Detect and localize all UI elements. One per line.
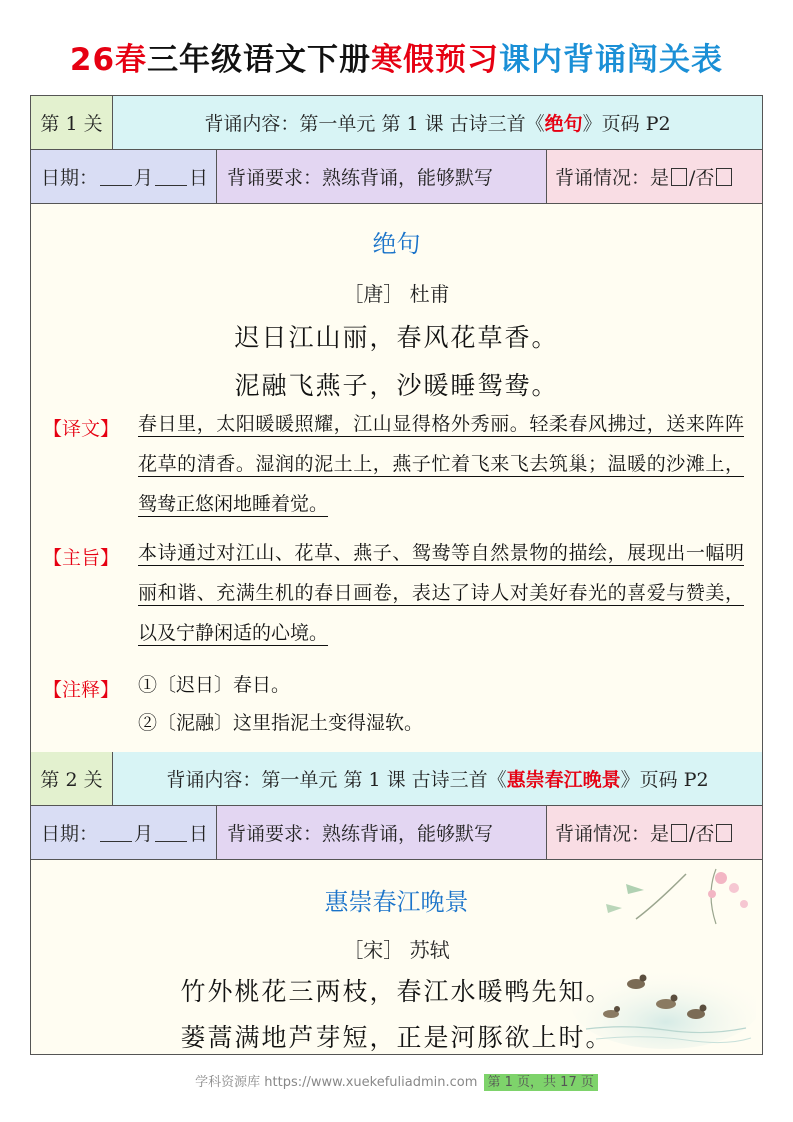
level-2-date: [31, 806, 217, 859]
day-blank[interactable]: [155, 167, 187, 186]
status-label: 背诵情况：是: [555, 167, 670, 189]
level-2-content: [113, 752, 762, 805]
yes-checkbox[interactable]: [671, 168, 687, 186]
level-1-content-row: [31, 96, 762, 150]
content-title: 惠崇春江晚景: [506, 769, 621, 791]
page-number: 第 1 页，共 17 页: [484, 1074, 598, 1091]
level-1-label: 第 1 关: [31, 96, 113, 149]
translation-label: 【译文】: [43, 418, 120, 440]
status-no-label: /否: [689, 823, 715, 845]
month-blank[interactable]: [100, 167, 132, 186]
title-part-1: 26春: [69, 42, 148, 78]
poem-line: 蒌蒿满地芦芽短，正是河豚欲上时。: [180, 1023, 613, 1052]
level-1-info-row: [31, 150, 762, 204]
poem-line: 迟日江山丽，春风花草香。: [234, 323, 559, 352]
notes-label: 【注释】: [43, 679, 120, 701]
title-part-4: 课内背诵闯关表: [499, 42, 724, 78]
page-footer: [0, 1071, 793, 1090]
level-1-status: [547, 150, 762, 203]
level-2-body: [31, 860, 762, 1054]
poem-title: 惠崇春江晚景: [324, 888, 469, 916]
poem-author: ［宋］ 苏轼: [343, 938, 450, 962]
level-1-date: [31, 150, 217, 203]
content-suffix: 》页码 P2: [620, 769, 709, 791]
level-2-requirement: 背诵要求：熟练背诵，能够默写: [217, 806, 547, 859]
month-blank[interactable]: [100, 823, 132, 842]
footer-site: 学科资源库 https://www.xuekefuliadmin.com: [195, 1075, 478, 1090]
theme-label: 【主旨】: [43, 547, 120, 569]
translation-text: 春日里，太阳暖暖照耀，江山显得格外秀丽。轻柔春风拂过，送来阵阵花草的清香。湿润的泥土上，燕子忙着飞来飞去筑巢；温暖的沙滩上，鸳鸯正悠闲地睡着觉。: [138, 413, 744, 515]
month-label: 月: [134, 167, 154, 189]
day-blank[interactable]: [155, 823, 187, 842]
poem-author: ［唐］ 杜甫: [343, 282, 450, 306]
poem-line: 泥融飞燕子，沙暖睡鸳鸯。: [234, 371, 559, 400]
no-checkbox[interactable]: [716, 168, 732, 186]
content-title: 绝句: [544, 113, 583, 135]
day-label: 日: [189, 167, 209, 189]
level-1-body: [31, 204, 762, 753]
yes-checkbox[interactable]: [671, 824, 687, 842]
level-2-status: [547, 806, 762, 859]
date-label: 日期：: [41, 823, 99, 845]
content-prefix: 背诵内容：第一单元 第 1 课 古诗三首《: [166, 769, 507, 791]
title-part-2: 三年级语文下册: [147, 42, 372, 78]
note-item: ①〔迟日〕春日。: [138, 674, 291, 696]
status-no-label: /否: [689, 167, 715, 189]
status-label: 背诵情况：是: [555, 823, 670, 845]
content-prefix: 背诵内容：第一单元 第 1 课 古诗三首《: [204, 113, 545, 135]
level-1-requirement: 背诵要求：熟练背诵，能够默写: [217, 150, 547, 203]
poem-title: 绝句: [372, 230, 421, 258]
date-label: 日期：: [41, 167, 99, 189]
level-2-label: 第 2 关: [31, 752, 113, 805]
recitation-sheet: [30, 95, 763, 1055]
no-checkbox[interactable]: [716, 824, 732, 842]
theme-text: 本诗通过对江山、花草、燕子、鸳鸯等自然景物的描绘，展现出一幅明丽和谐、充满生机的春日画卷，表达了诗人对美好春光的喜爱与赞美，以及宁静闲适的心境。: [138, 542, 744, 644]
month-label: 月: [134, 823, 154, 845]
poem-line: 竹外桃花三两枝，春江水暖鸭先知。: [180, 977, 613, 1006]
level-1-content: [113, 96, 762, 149]
page-title: [0, 34, 793, 79]
title-part-3: 寒假预习: [371, 42, 500, 78]
note-item: ②〔泥融〕这里指泥土变得湿软。: [138, 712, 424, 734]
day-label: 日: [189, 823, 209, 845]
level-2-content-row: [31, 752, 762, 806]
level-2-info-row: [31, 806, 762, 860]
content-suffix: 》页码 P2: [582, 113, 671, 135]
